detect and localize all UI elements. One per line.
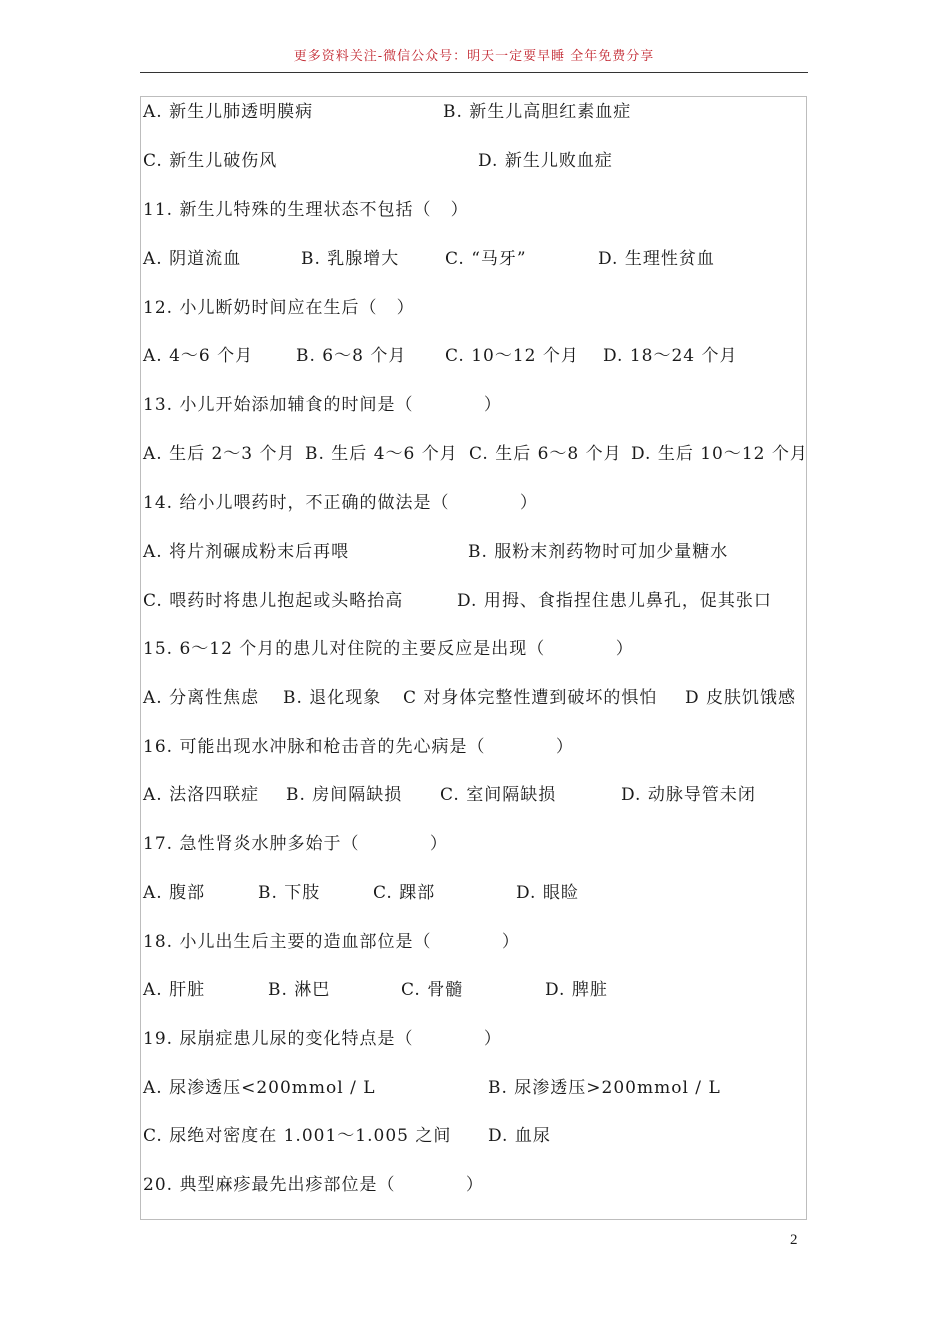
q12-option-b: B. 6～8 个月 — [296, 346, 407, 366]
q12-option-c: C. 10～12 个月 — [445, 346, 579, 366]
q12-options — [143, 341, 738, 371]
q17-options — [143, 878, 579, 908]
q15-option-a: A. 分离性焦虑 — [143, 688, 260, 708]
q16-options — [143, 780, 756, 810]
q10-option-c: C. 新生儿破伤风 — [143, 151, 278, 171]
q15-option-c: C 对身体完整性遭到破坏的惧怕 — [403, 688, 658, 708]
q14-option-b: B. 服粉末剂药物时可加少量糖水 — [468, 542, 729, 562]
q18-options — [143, 975, 608, 1005]
q16-option-b: B. 房间隔缺损 — [286, 785, 403, 805]
q13-option-c: C. 生后 6～8 个月 — [469, 444, 622, 464]
q10-option-d: D. 新生儿败血症 — [478, 151, 613, 171]
q12-option-a: A. 4～6 个月 — [143, 346, 254, 366]
q11-option-c: C. “马牙” — [445, 249, 527, 269]
question-14: 14. 给小儿喂药时，不正确的做法是（ ） — [143, 493, 538, 513]
q19-options-row2 — [143, 1121, 551, 1151]
question-19: 19. 尿崩症患儿尿的变化特点是（ ） — [143, 1029, 502, 1049]
q18-option-d: D. 脾脏 — [545, 980, 608, 1000]
q19-option-d: D. 血尿 — [488, 1126, 551, 1146]
q18-option-b: B. 淋巴 — [268, 980, 331, 1000]
q13-option-a: A. 生后 2～3 个月 — [143, 444, 296, 464]
question-12: 12. 小儿断奶时间应在生后（ ） — [143, 298, 415, 318]
question-20: 20. 典型麻疹最先出疹部位是（ ） — [143, 1175, 484, 1195]
q11-option-d: D. 生理性贫血 — [598, 249, 715, 269]
q19-option-c: C. 尿绝对密度在 1.001～1.005 之间 — [143, 1126, 452, 1146]
question-16: 16. 可能出现水冲脉和枪击音的先心病是（ ） — [143, 737, 574, 757]
question-18: 18. 小儿出生后主要的造血部位是（ ） — [143, 932, 520, 952]
q10-option-a: A. 新生儿肺透明膜病 — [143, 102, 314, 122]
q15-option-b: B. 退化现象 — [283, 688, 382, 708]
q15-option-d: D 皮肤饥饿感 — [685, 688, 797, 708]
question-13: 13. 小儿开始添加辅食的时间是（ ） — [143, 395, 502, 415]
header-divider — [140, 72, 808, 73]
q13-options — [143, 439, 808, 469]
q15-options — [143, 683, 797, 713]
q17-option-b: B. 下肢 — [258, 883, 321, 903]
q10-options-row1 — [143, 97, 632, 127]
q14-option-a: A. 将片剂碾成粉末后再喂 — [143, 542, 350, 562]
q17-option-a: A. 腹部 — [143, 883, 206, 903]
q18-option-a: A. 肝脏 — [143, 980, 206, 1000]
question-15: 15. 6～12 个月的患儿对住院的主要反应是出现（ ） — [143, 639, 634, 659]
q11-option-a: A. 阴道流血 — [143, 249, 242, 269]
q13-option-d: D. 生后 10～12 个月 — [631, 444, 808, 464]
page-number: 2 — [790, 1232, 798, 1248]
q17-option-d: D. 眼睑 — [516, 883, 579, 903]
q11-options — [143, 244, 715, 274]
q10-options-row2 — [143, 146, 613, 176]
q14-options-row2 — [143, 586, 772, 616]
q11-option-b: B. 乳腺增大 — [301, 249, 400, 269]
q10-option-b: B. 新生儿高胆红素血症 — [443, 102, 632, 122]
page-header: 更多资料关注-微信公众号：明天一定要早睡 全年免费分享 — [293, 49, 655, 64]
q14-options-row1 — [143, 537, 729, 567]
q12-option-d: D. 18～24 个月 — [603, 346, 738, 366]
question-17: 17. 急性肾炎水肿多始于（ ） — [143, 834, 448, 854]
q19-option-b: B. 尿渗透压>200mmol / L — [488, 1078, 721, 1098]
q18-option-c: C. 骨髓 — [401, 980, 464, 1000]
q14-option-d: D. 用拇、食指捏住患儿鼻孔，促其张口 — [457, 591, 772, 611]
q16-option-d: D. 动脉导管未闭 — [621, 785, 756, 805]
q16-option-a: A. 法洛四联症 — [143, 785, 260, 805]
q17-option-c: C. 踝部 — [373, 883, 436, 903]
q19-options-row1 — [143, 1073, 721, 1103]
question-11: 11. 新生儿特殊的生理状态不包括（ ） — [143, 200, 469, 220]
q16-option-c: C. 室间隔缺损 — [440, 785, 557, 805]
q13-option-b: B. 生后 4～6 个月 — [305, 444, 458, 464]
q14-option-c: C. 喂药时将患儿抱起或头略抬高 — [143, 591, 404, 611]
q19-option-a: A. 尿渗透压<200mmol / L — [143, 1078, 376, 1098]
